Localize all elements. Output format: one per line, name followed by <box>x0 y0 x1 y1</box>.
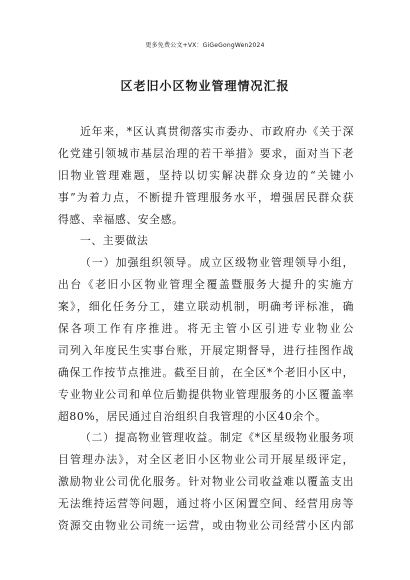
text-line: 资源交由物业公司统一运营，或由物业公司经营小区内部 <box>58 519 354 533</box>
header-note: 更多免费公文+VX：GiGeGongWen2024 <box>145 42 265 49</box>
document-title: 区老旧小区物业管理情况汇报 <box>120 79 290 93</box>
text-line: 目管理办法》，对全区老旧小区物业公司开展星级评定， <box>58 453 354 467</box>
text-line: 近年来，*区认真贯彻落实市委办、市政府办《关于深 <box>80 125 354 138</box>
text-line: （二）提高物业管理收益。制定《*区星级物业服务项 <box>80 431 354 445</box>
text-line: 保各项工作有序推进。将无主管小区引进专业物业公 <box>58 322 354 336</box>
text-line: 化党建引领城市基层治理的若干举措》要求，面对当下老 <box>58 146 354 160</box>
text-line: 事”为着力点，不断提升管理服务水平，增强居民群众获 <box>58 190 354 204</box>
text-line: 一、主要做法 <box>80 234 149 248</box>
text-line: 司列入年度民生实事台账，开展定期督导，进行挂图作战 <box>58 343 354 357</box>
text-line: 旧物业管理难题，坚持以切实解决群众身边的“关键小 <box>58 168 354 182</box>
text-line: 确保工作按节点推进。截至目前，在全区*个老旧小区中， <box>58 365 354 379</box>
text-line: 激励物业公司优化服务。针对物业公司收益难以覆盖支出 <box>58 475 354 489</box>
text-line: 案》，细化任务分工，建立联动机制，明确考评标准，确 <box>58 300 354 314</box>
document-body <box>58 121 354 537</box>
text-line: 得感、幸福感、安全感。 <box>58 212 184 226</box>
text-line: 无法维持运营等问题，通过将小区闲置空间、经营用房等 <box>58 497 354 511</box>
text-line: 专业物业公司和单位后勤提供物业管理服务的小区覆盖率 <box>58 387 354 401</box>
text-line: 超80%，居民通过自治组织自我管理的小区40余个。 <box>58 409 327 423</box>
text-line: 出台《老旧小区物业管理全覆盖暨服务大提升的实施方 <box>58 278 354 292</box>
text-line: （一）加强组织领导。成立区级物业管理领导小组， <box>80 256 354 270</box>
